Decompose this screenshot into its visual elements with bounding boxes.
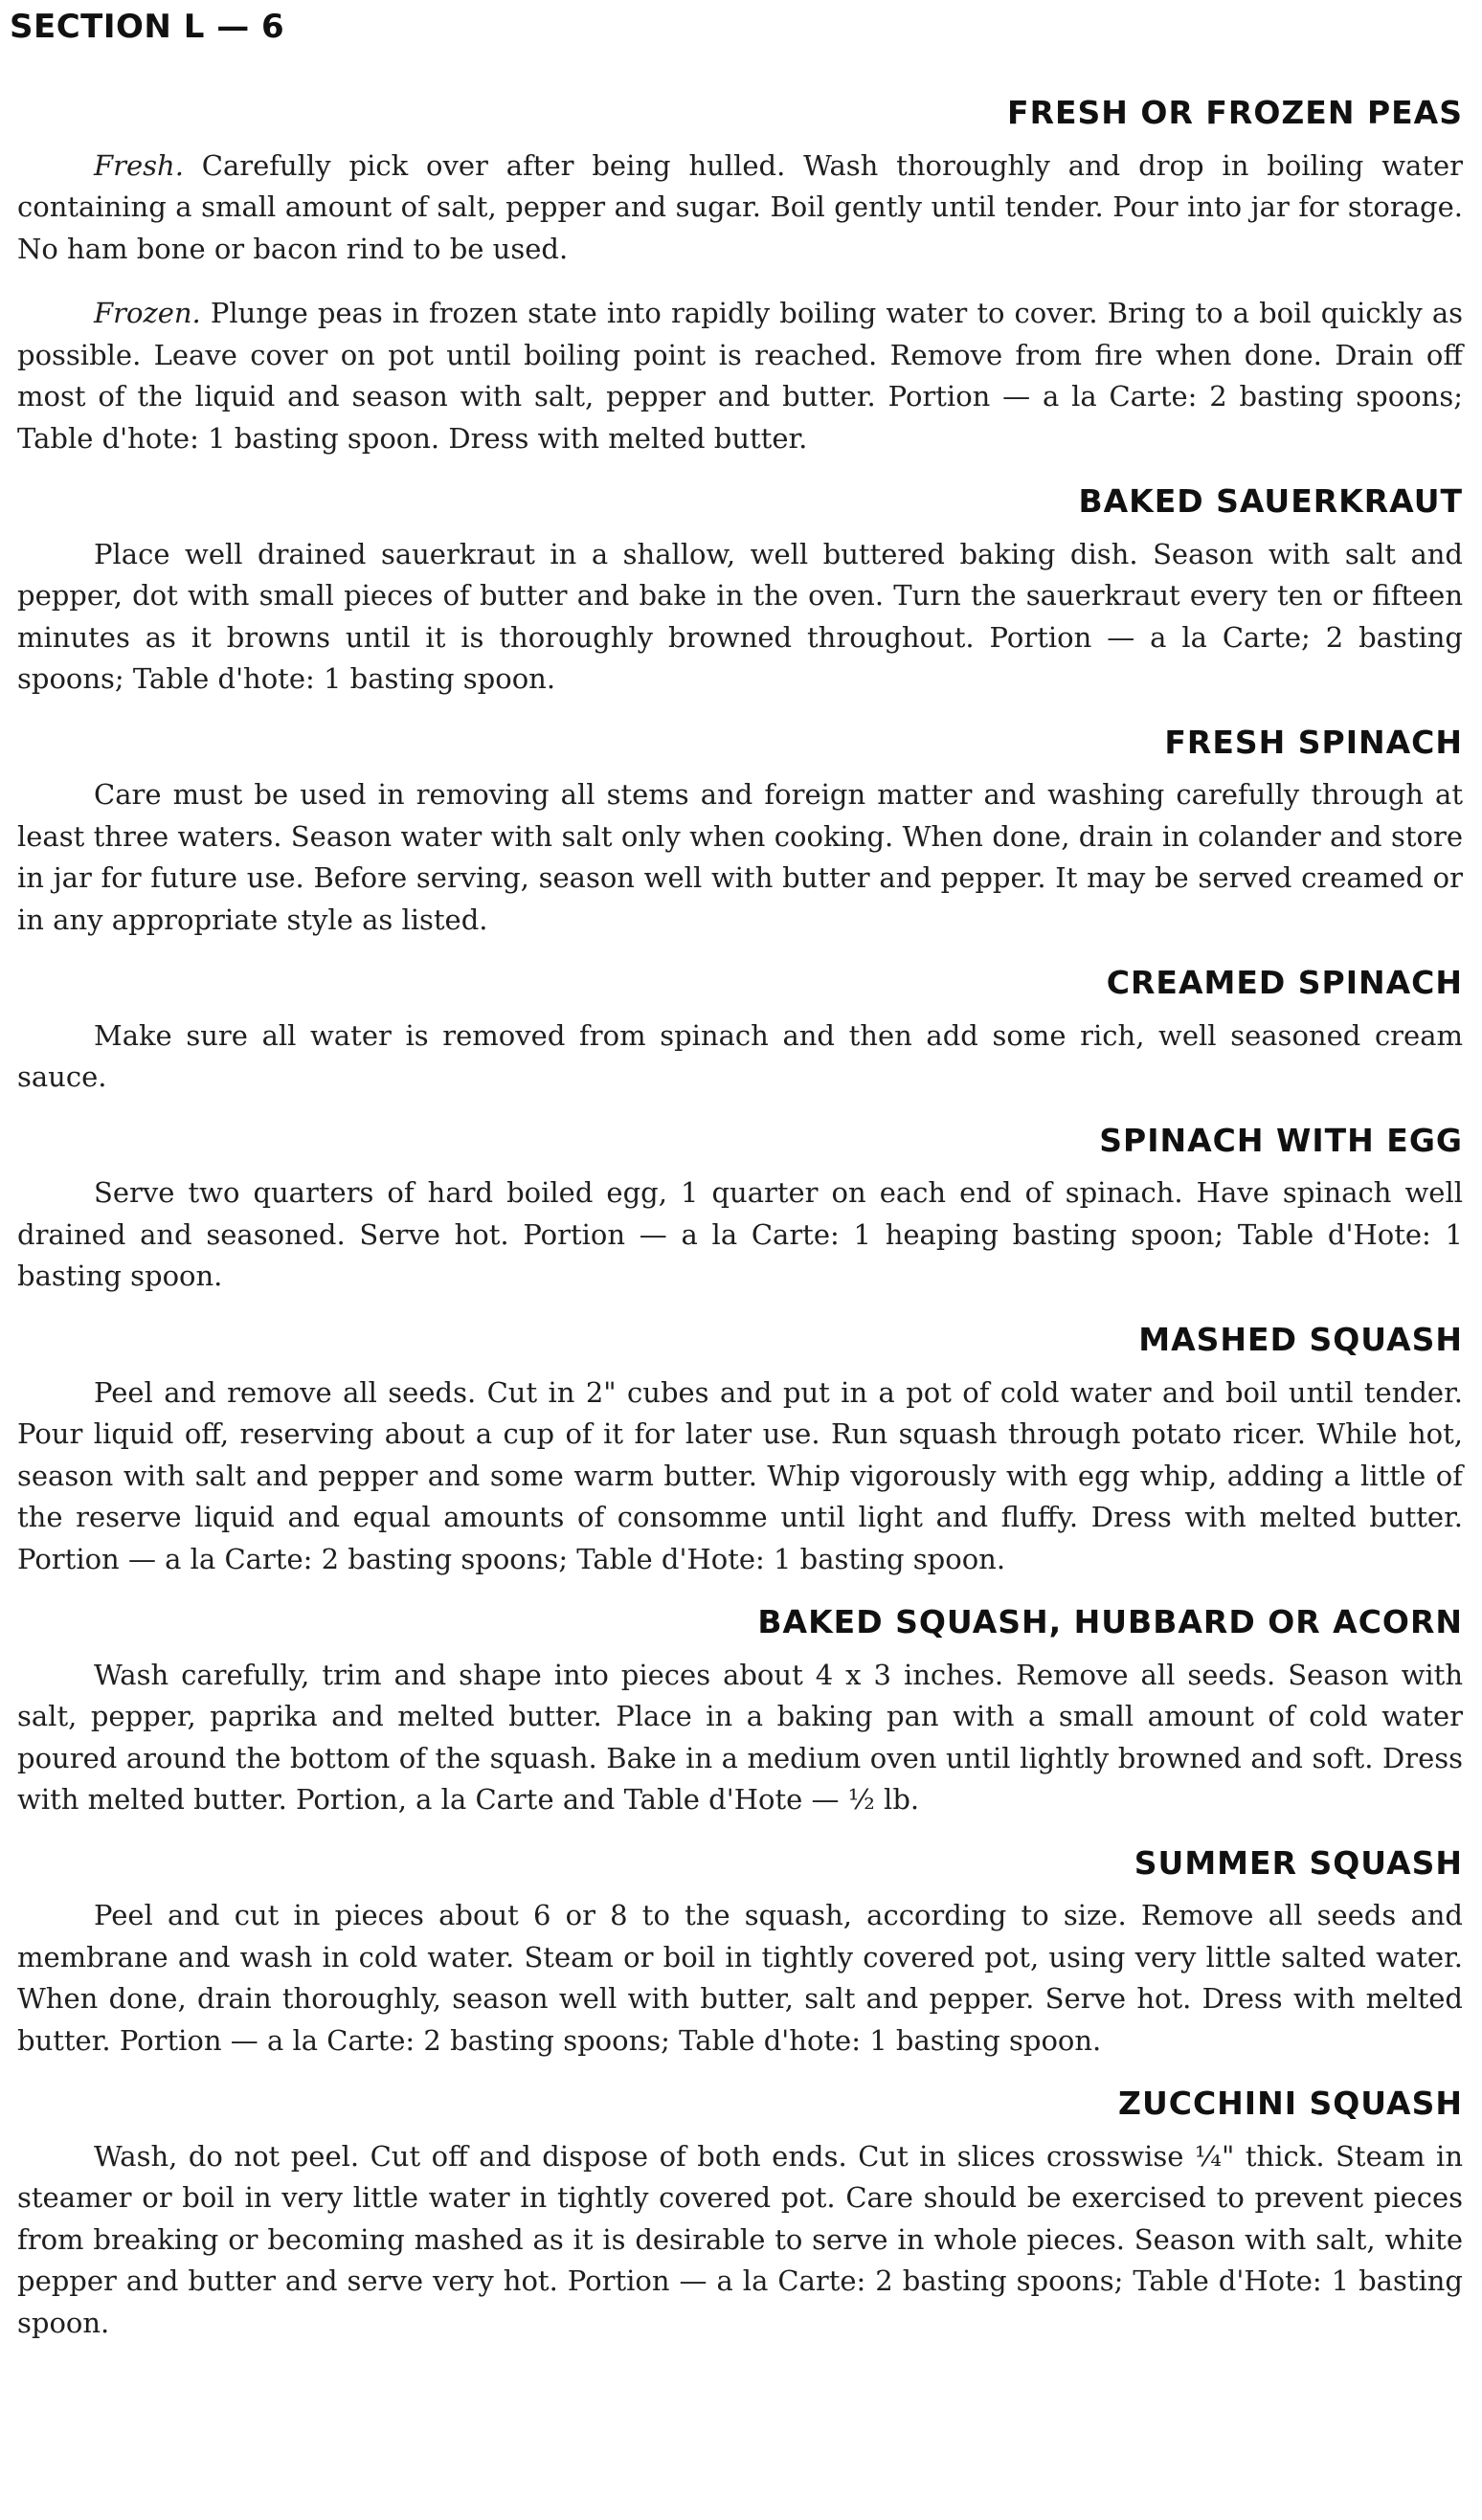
paragraph-lead: Frozen.: [94, 297, 201, 330]
recipe-paragraph: Place well drained sauerkraut in a shallow, well buttered baking dish. Season with salt and pepper, dot with small pieces of butter and bake in the oven. Turn the sauerkraut every ten or fifteen minutes as it browns until it is thoroughly browned throughout. Portion — a la Carte; 2 basting spoons; Table d'hote: 1 basting spoon.: [17, 537, 1463, 696]
recipe-paragraph: Serve two quarters of hard boiled egg, 1 quarter on each end of spinach. Have spinach well drained and seasoned. Serve hot. Portion — a la Carte: 1 heaping basting spoon; Table d'Hote: 1 basting spoon.: [17, 1176, 1463, 1293]
recipe-title: CREAMED SPINACH: [1106, 964, 1463, 1002]
recipe-paragraph: Care must be used in removing all stems and foreign matter and washing carefully through at least three waters. Season water with salt only when cooking. When done, drain in colander and store in jar for future use. Before serving, season well with butter and pepper. It may be served creamed or in any appropriate style as listed.: [17, 778, 1463, 936]
recipe-paragraph: [17, 293, 1463, 459]
recipe-fresh-spinach: [17, 724, 1463, 942]
recipe-summer-squash: [17, 1844, 1463, 2063]
recipe-paragraph: Make sure all water is removed from spinach and then add some rich, well seasoned cream sauce.: [17, 1018, 1463, 1094]
recipe-title: SUMMER SQUASH: [1134, 1843, 1463, 1882]
recipe-title: FRESH SPINACH: [1164, 723, 1463, 761]
recipe-fresh-or-frozen-peas: [17, 94, 1463, 459]
recipe-paragraph: Peel and remove all seeds. Cut in 2" cubes and put in a pot of cold water and boil until tender. Pour liquid off, reserving about a cup of it for later use. Run squash through potato ricer. While hot, season with salt and pepper and some warm butter. Whip vigorously with egg whip, adding a little of the reserve liquid and equal amounts of consomme until light and fluffy. Dress with melted butter. Portion — a la Carte: 2 basting spoons; Table d'Hote: 1 basting spoon.: [17, 1375, 1463, 1575]
recipe-title: MASHED SQUASH: [1138, 1320, 1463, 1358]
paragraph-text: Plunge peas in frozen state into rapidly boiling water to cover. Bring to a boil quickly as possible. Leave cover on pot until boiling point is reached. Remove from fire when done. Drain off most of the liquid and season with salt, pepper and butter. Portion — a la Carte: 2 basting spoons; Table d'hote: 1 basting spoon. Dress with melted butter.: [17, 297, 1463, 455]
recipe-paragraph: Wash carefully, trim and shape into pieces about 4 x 3 inches. Remove all seeds. Season with salt, pepper, paprika and melted butter. Place in a baking pan with a small amount of cold water poured around the bottom of the squash. Bake in a medium oven until lightly browned and soft. Dress with melted butter. Portion, a la Carte and Table d'Hote — ½ lb.: [17, 1658, 1463, 1817]
recipe-spinach-with-egg: [17, 1122, 1463, 1298]
recipe-list: [17, 94, 1463, 2344]
recipe-title: ZUCCHINI SQUASH: [1118, 2085, 1463, 2123]
recipe-paragraph: [17, 145, 1463, 271]
recipe-title: FRESH OR FROZEN PEAS: [1007, 94, 1463, 131]
recipe-paragraph: Peel and cut in pieces about 6 or 8 to the squash, according to size. Remove all seeds and membrane and wash in cold water. Steam or boil in tightly covered pot, using very little salted water. When done, drain thoroughly, season well with butter, salt and pepper. Serve hot. Dress with melted butter. Portion — a la Carte: 2 basting spoons; Table d'hote: 1 basting spoon.: [17, 1899, 1463, 2057]
paragraph-text: Carefully pick over after being hulled. Wash thoroughly and drop in boiling water containing a small amount of salt, pepper and sugar. Boil gently until tender. Pour into jar for storage. No ham bone or bacon rind to be used.: [17, 148, 1463, 265]
recipe-title: BAKED SAUERKRAUT: [1078, 482, 1463, 521]
recipe-title: BAKED SQUASH, HUBBARD OR ACORN: [757, 1603, 1463, 1641]
section-header: SECTION L — 6: [10, 8, 285, 46]
recipe-baked-squash: [17, 1603, 1463, 1821]
recipe-mashed-squash: [17, 1321, 1463, 1580]
paragraph-lead: Fresh.: [94, 148, 184, 182]
recipe-title: SPINACH WITH EGG: [1099, 1121, 1463, 1159]
recipe-creamed-spinach: [17, 964, 1463, 1099]
recipe-zucchini-squash: [17, 2085, 1463, 2344]
recipe-paragraph: Wash, do not peel. Cut off and dispose of both ends. Cut in slices crosswise ¼" thick. Steam in steamer or boil in very little water in tightly covered pot. Care should be exercised to prevent pieces from breaking or becoming mashed as it is desirable to serve in whole pieces. Season with salt, white pepper and butter and serve very hot. Portion — a la Carte: 2 basting spoons; Table d'Hote: 1 basting spoon.: [17, 2139, 1463, 2339]
recipe-baked-sauerkraut: [17, 482, 1463, 701]
